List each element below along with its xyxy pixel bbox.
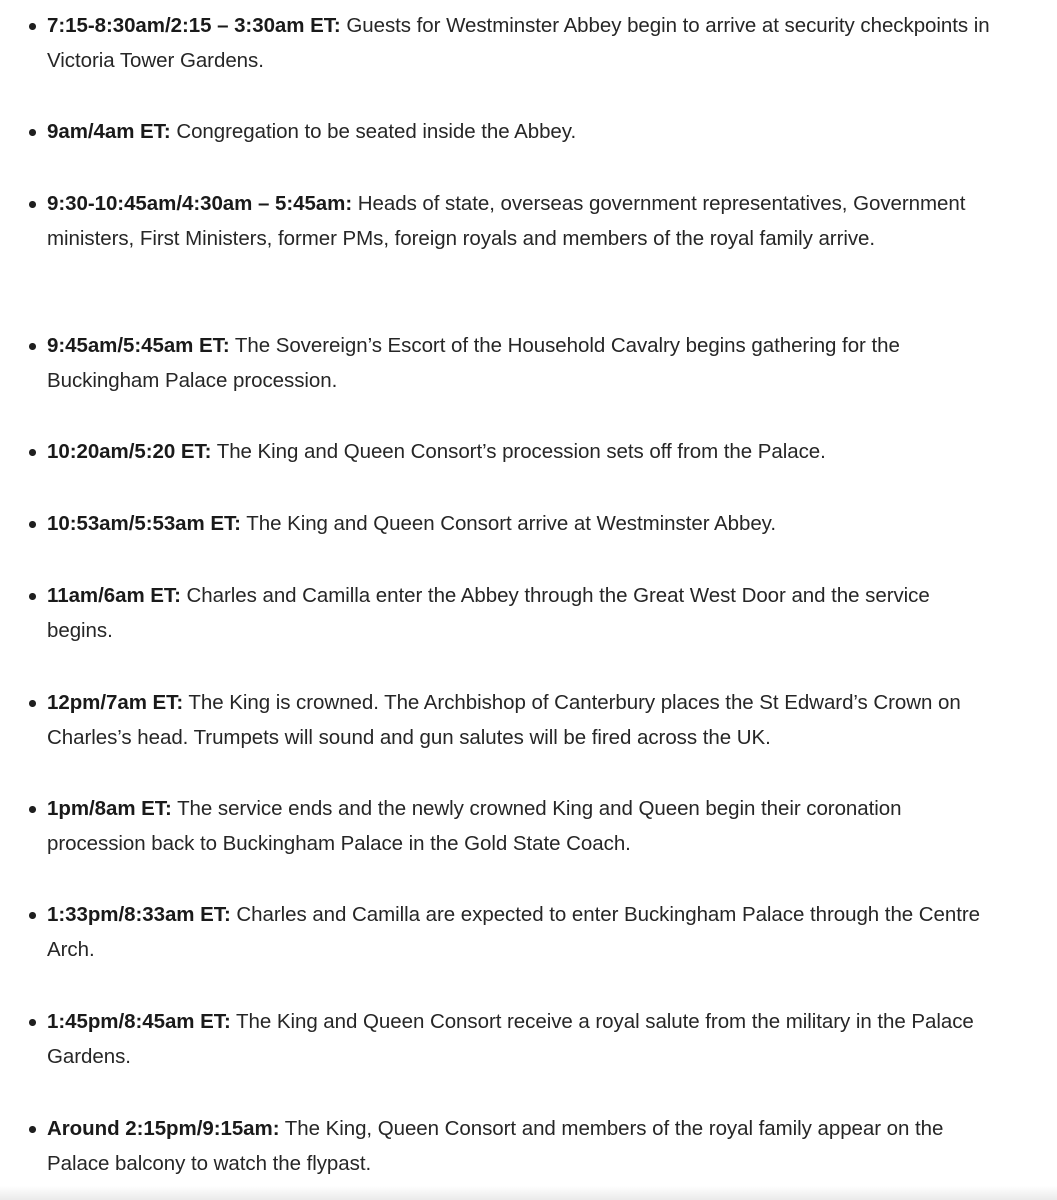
schedule-time: 1:45pm/8:45am ET: xyxy=(47,1010,231,1033)
schedule-item xyxy=(47,507,997,542)
schedule-description: The King, Queen Consort and members of the royal family appear on the Palace balcony to watch the flypast. xyxy=(47,1117,944,1175)
schedule-item xyxy=(47,686,997,755)
schedule-description: The King and Queen Consort arrive at Westminster Abbey. xyxy=(246,512,777,535)
schedule-time: 9am/4am ET: xyxy=(47,120,171,143)
schedule-item xyxy=(47,792,997,861)
schedule-item xyxy=(47,9,997,78)
schedule-time: 9:45am/5:45am ET: xyxy=(47,334,230,357)
bottom-shadow-divider xyxy=(0,1186,1057,1200)
schedule-description: Heads of state, overseas government representatives, Government ministers, First Ministers, former PMs, foreign royals and members of the royal family arrive. xyxy=(47,192,966,250)
schedule-item xyxy=(47,329,997,398)
schedule-item xyxy=(47,1005,997,1074)
schedule-description: The Sovereign’s Escort of the Household Cavalry begins gathering for the Buckingham Palace procession. xyxy=(47,334,900,392)
schedule-item xyxy=(47,187,997,256)
schedule-description: Charles and Camilla enter the Abbey through the Great West Door and the service begins. xyxy=(47,584,930,642)
schedule-description: Congregation to be seated inside the Abbey. xyxy=(176,120,577,143)
schedule-time: Around 2:15pm/9:15am: xyxy=(47,1117,280,1140)
schedule-time: 11am/6am ET: xyxy=(47,584,181,607)
schedule-description: Charles and Camilla are expected to enter Buckingham Palace through the Centre Arch. xyxy=(47,903,981,961)
schedule-item xyxy=(47,579,997,648)
schedule-description: The King and Queen Consort receive a royal salute from the military in the Palace Gardens. xyxy=(47,1010,974,1068)
schedule-item xyxy=(47,1112,997,1181)
schedule-description: The King and Queen Consort’s procession sets off from the Palace. xyxy=(216,440,826,463)
schedule-description: Guests for Westminster Abbey begin to arrive at security checkpoints in Victoria Tower Gardens. xyxy=(47,14,990,72)
schedule-item xyxy=(47,115,997,150)
schedule-item xyxy=(47,435,997,470)
schedule-time: 1:33pm/8:33am ET: xyxy=(47,903,231,926)
schedule-description: The service ends and the newly crowned King and Queen begin their coronation procession back to Buckingham Palace in the Gold State Coach. xyxy=(47,797,902,855)
schedule-time: 10:20am/5:20 ET: xyxy=(47,440,212,463)
schedule-time: 7:15-8:30am/2:15 – 3:30am ET: xyxy=(47,14,341,37)
schedule-time: 9:30-10:45am/4:30am – 5:45am: xyxy=(47,192,353,215)
schedule-item xyxy=(47,898,997,967)
schedule-time: 12pm/7am ET: xyxy=(47,691,184,714)
schedule-time: 10:53am/5:53am ET: xyxy=(47,512,241,535)
schedule-time: 1pm/8am ET: xyxy=(47,797,172,820)
schedule-description: The King is crowned. The Archbishop of Canterbury places the St Edward’s Crown on Charles’s head. Trumpets will sound and gun salutes will be fired across the UK. xyxy=(47,691,961,749)
